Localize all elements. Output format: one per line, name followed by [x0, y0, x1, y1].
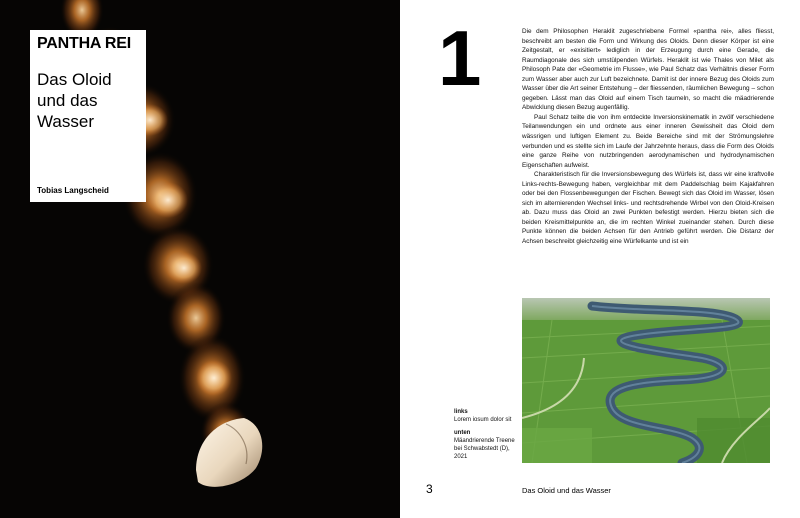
article-title: Das Oloid und das Wasser: [37, 70, 112, 131]
caption-text: Mäandrierende Treene bei Schwabstedt (D), 2021: [454, 438, 515, 460]
paragraph: Paul Schatz teilte die von ihm entdeckte Inversionskinematik in zwölf verschiedene Teilanwendungen ein und ordnete aus einer inneren Gewissheit das Oloid dem wässrigen und luftigen Element zu. Beide Bereiche sind mit der Strömungslehre verbunden und es stellte sich im Laufe der Jahrzehnte heraus, dass die Form des Oloids eine ganze Reihe von nutzbringenden aerodynamischen und hydrodynamischen Eigenschaften aufweist.: [522, 113, 774, 169]
caption-left: [454, 408, 524, 424]
right-page: [400, 0, 800, 518]
author-name: Tobias Langscheid: [37, 186, 109, 195]
page-number: 3: [426, 482, 433, 496]
caption-below: [454, 429, 524, 461]
caption-text: Lorem iosum dolor sit: [454, 417, 512, 423]
paragraph: Charakteristisch für die Inversionsbewegung des Würfels ist, dass wir eine kraftvolle Links-rechts-Bewegung haben, vergleichbar mit dem Paddelschlag beim Kajakfahren oder bei den Flossenbewegungen der Fischen. Bewegt sich das Oloid im Wasser, lösen sich im alternierenden Wechsel links- und rechtsdrehende Wirbel von den Oloid-Kreisen ab. Dazu muss das Oloid an zwei Punkten befestigt werden. Hierzu bieten sich die beiden Kreismittelpunkte an, die im rechten Winkel zueinander stehen. Durch diese Punkte können die beiden Achsen für den Antrieb geführt werden. Die Distanz der Achsen beschreibt gleichzeitig eine Würfelkante und ist ein: [522, 171, 774, 246]
series-title: PANTHA REI: [37, 35, 132, 52]
running-footer: Das Oloid und das Wasser: [522, 486, 611, 495]
caption-label: unten: [454, 430, 471, 436]
meandering-river-photo: [522, 298, 770, 463]
paragraph: Die dem Philosophen Heraklit zugeschriebene Formel «pantha rei», alles fliesst, beschreibt am besten die Form und Wirkung des Oloids. Denn dieser Körper ist eine Zeitgestalt, er «exisitiert» lediglich in der Erzeugung durch eine Gerade, die Raumdiagonale des sich umstülpenden Würfels. Heraklit ist wie Thales von Milet als Philosoph Pate der «Geometrie im Flusse», wie Paul Schatz das Verhältnis dieser Form zum Wasser aber auch zur Luft bezeichnete. Damit ist der innere Bezug des Oloids zum Wasser über die Art seiner Entstehung – der fliessenden, räumlichen Bewegung – schon gegeben. Lässt man das Oloid auf einem Tisch taumeln, so macht die mäadrierende Abwicklung diesen Bezug augenfällig.: [522, 28, 774, 112]
image-captions: [454, 408, 524, 461]
body-text: [522, 27, 774, 247]
chapter-number: 1: [438, 14, 482, 102]
caption-label: links: [454, 409, 468, 415]
title-box: [30, 30, 146, 202]
